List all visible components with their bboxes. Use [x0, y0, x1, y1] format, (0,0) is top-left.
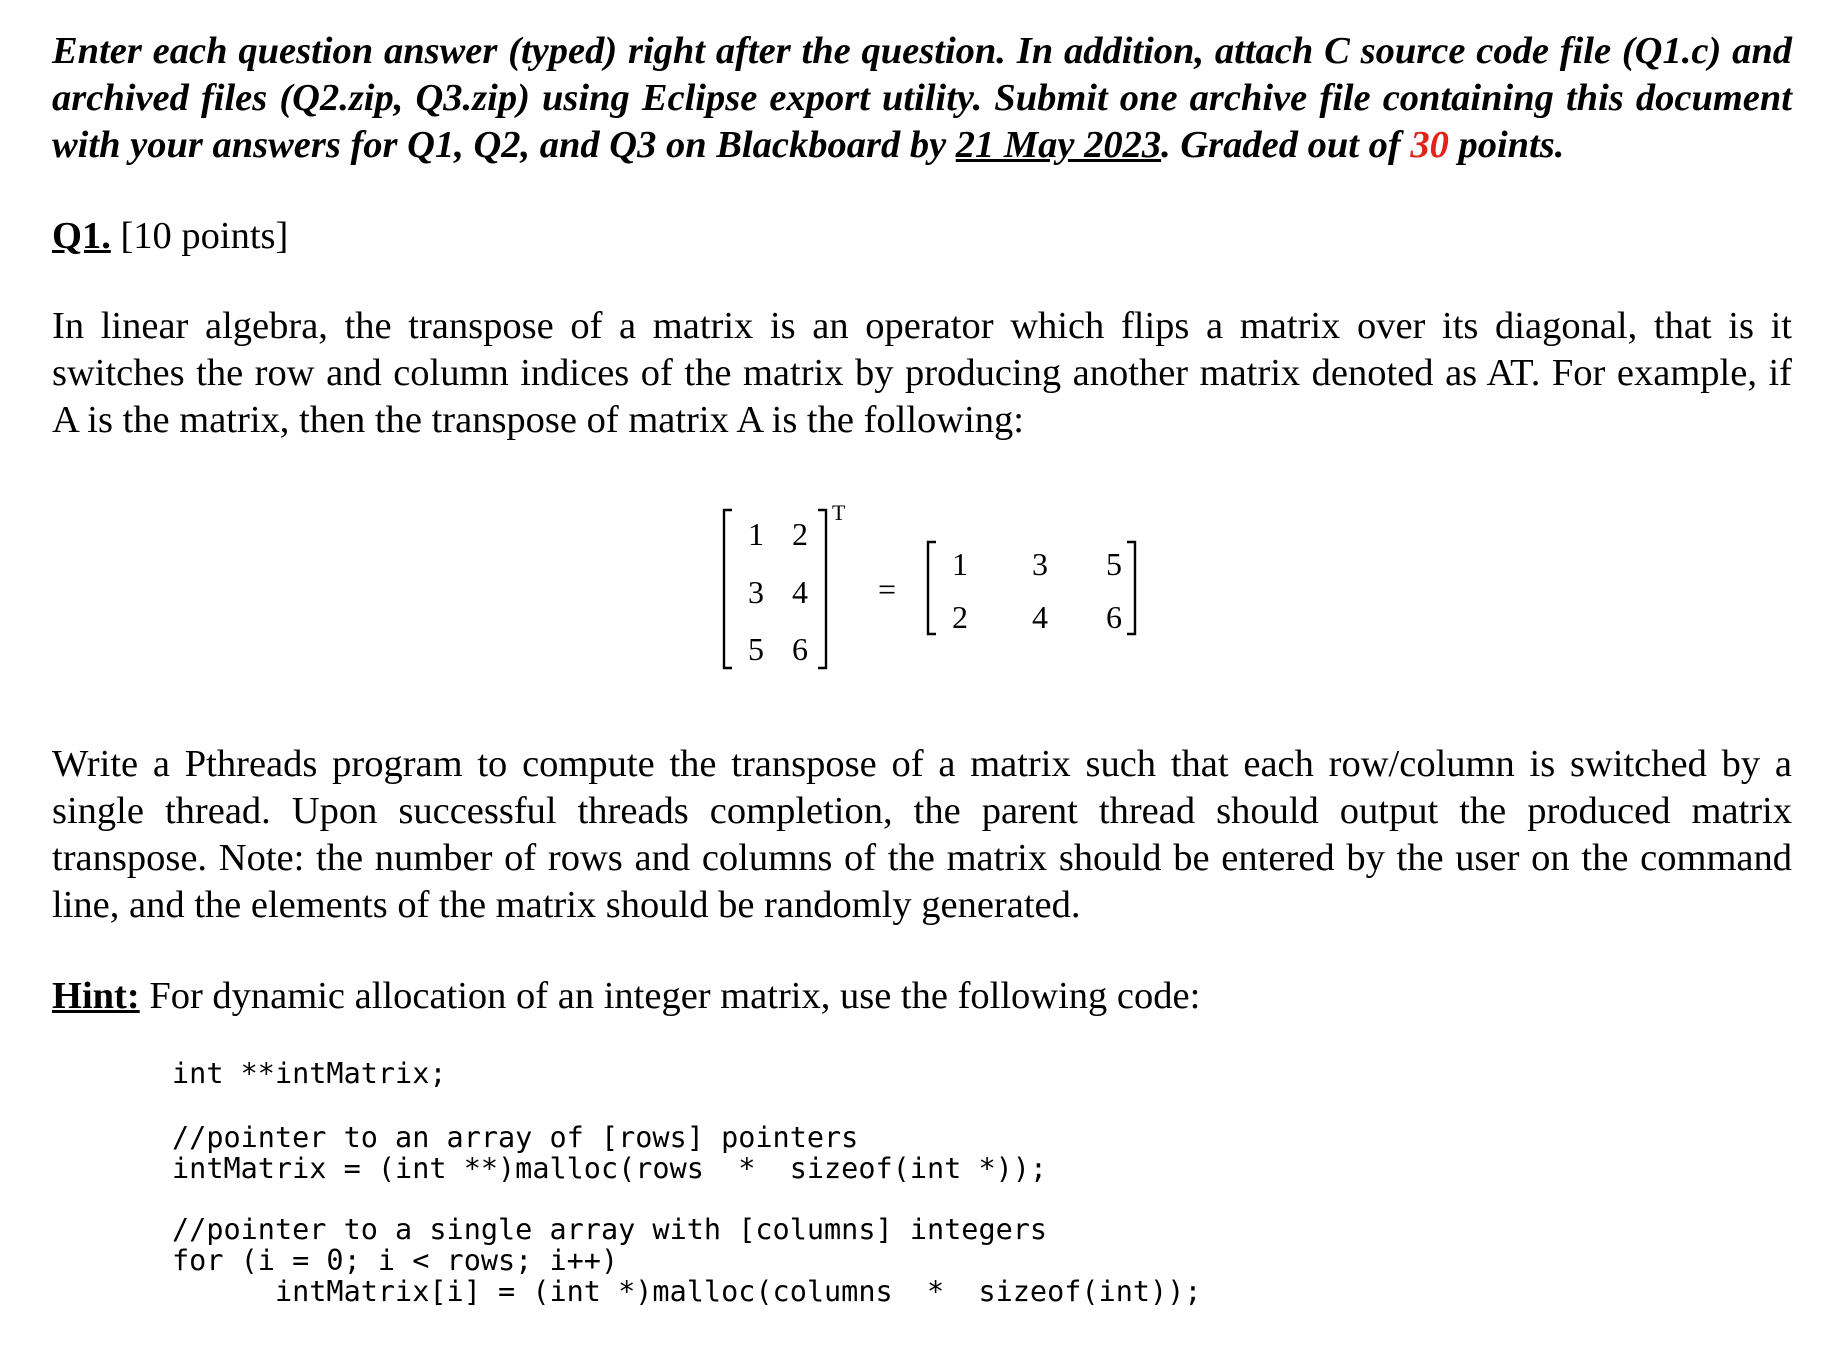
matrix-a-right-bracket	[818, 510, 826, 668]
matrix-at-cell: 2	[952, 599, 968, 635]
matrix-at-cell: 5	[1106, 546, 1122, 582]
instructions-text-3: points.	[1448, 124, 1565, 166]
equals-sign: =	[878, 571, 897, 607]
instructions-text-2: . Graded out of	[1161, 124, 1411, 166]
equation-svg	[720, 500, 1160, 680]
matrix-a-cell: 5	[748, 631, 764, 667]
due-date: 21 May 2023	[955, 124, 1162, 166]
instructions-paragraph	[52, 28, 1792, 169]
task-description: Write a Pthreads program to compute the transpose of a matrix such that each row/column is switched by a single thread. Upon successful threads completion, the parent thread should output the produced matrix transpose. Note: the number of rows and columns of the matrix should be entered by the user on the command line, and the elements of the matrix should be randomly generated.	[52, 743, 1792, 926]
hint-line	[52, 973, 1200, 1020]
matrix-at-cell: 4	[1032, 599, 1048, 635]
instructions-text: Enter each question answer (typed) right after the question. In addition, attach C source code file (Q1.c) and archived files (Q2.zip, Q3.zip) using Eclipse export utility. Submit one archive file containing this document with your answers for Q1, Q2, and Q3 on Blackboard by	[52, 30, 1792, 166]
hint-label: Hint:	[52, 975, 140, 1017]
matrix-a-cell: 2	[792, 516, 808, 552]
matrix-at-cell: 1	[952, 546, 968, 582]
matrix-at-right-bracket	[1127, 542, 1135, 634]
question-points: [10 points]	[110, 215, 289, 257]
matrix-a-cell: 6	[792, 631, 808, 667]
total-points: 30	[1410, 124, 1449, 166]
matrix-at-left-bracket	[928, 542, 936, 634]
hint-text: For dynamic allocation of an integer matrix, use the following code:	[139, 975, 1201, 1017]
transpose-superscript: T	[832, 500, 846, 525]
code-declaration: int **intMatrix;	[172, 1057, 447, 1090]
matrix-a-left-bracket	[724, 510, 732, 668]
transpose-description: In linear algebra, the transpose of a matrix is an operator which flips a matrix over its diagonal, that is it switches the row and column indices of the matrix by producing another matrix denoted as AT. For example, if A is the matrix, then the transpose of matrix A is the following:	[52, 305, 1792, 441]
transpose-equation	[720, 500, 1160, 680]
matrix-a-cell: 3	[748, 574, 764, 610]
matrix-at-cell: 6	[1106, 599, 1122, 635]
matrix-a-cell: 1	[748, 516, 764, 552]
matrix-a-cell: 4	[792, 574, 808, 610]
question-label: Q1.	[52, 215, 111, 257]
code-row-allocation: //pointer to an array of [rows] pointers intMatrix = (int **)malloc(rows * sizeof(int *));	[172, 1121, 1048, 1185]
code-column-allocation: //pointer to a single array with [columns] integers for (i = 0; i < rows; i++) intMatrix[i] = (int *)malloc(columns * sizeof(int));	[172, 1213, 1202, 1308]
question-heading	[52, 213, 288, 260]
matrix-at-cell: 3	[1032, 546, 1048, 582]
